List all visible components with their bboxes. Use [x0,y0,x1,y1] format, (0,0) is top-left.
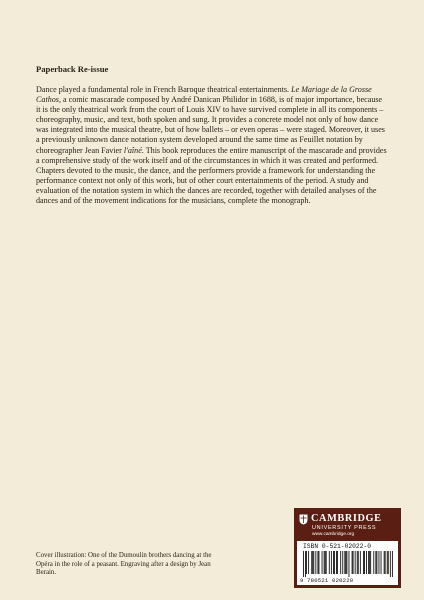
section-heading: Paperback Re-issue [36,64,109,74]
publisher-url: www.cambridge.org [312,532,355,537]
work-title: Le Mariage de la Grosse Cathos [36,85,372,105]
publisher-subtitle: UNIVERSITY PRESS [312,525,377,531]
cover-illustration-credit: Cover illustration: One of the Dumoulin brothers dancing at the Opéra in the role of a peasant. Engraving after a design by Jean Berain. [36,552,212,577]
description-text-2: , a comic mascarade composed by André Danican Philidor in 1688, is of major importance, because it is the only theatrical work from the court of Louis XIV to have survived complete in all its components – choreography, music, and text, both spoken and sung. It provides a concrete model not only of how dance was integrated into the musical theatre, but of how ballets – or even operas – were staged. Moreover, it uses a previously unknown dance notation system developed around the same time as Feuillet notation by choreographer Jean Favier [36,95,385,155]
publisher-panel [294,508,401,588]
aine-epithet: l'aîné [123,145,142,155]
barcode-digits: 9 780521 020220 [300,577,354,584]
publisher-name: CAMBRIDGE [311,513,382,524]
barcode-bars [303,551,393,577]
description-paragraph [36,85,388,206]
description-text-1: Dance played a fundamental role in French Baroque theatrical entertainments. [36,85,292,94]
isbn-label: ISBN 0-521-02022-0 [303,543,372,550]
barcode-box [297,541,398,585]
cambridge-crest-icon [299,514,308,525]
description-text-3: . This book reproduces the entire manuscript of the mascarade and provides a comprehensive study of the work itself and of the circumstances in which it was created and performed. Chapters devoted to the music, the dance, and the performers provide a framework for understanding the performance context not only of this work, but of other court entertainments of the period. A study and evaluation of the notation system in which the dances are recorded, together with detailed analyses of the dances and of the movement indications for the musicians, complete the monograph. [36,145,387,206]
